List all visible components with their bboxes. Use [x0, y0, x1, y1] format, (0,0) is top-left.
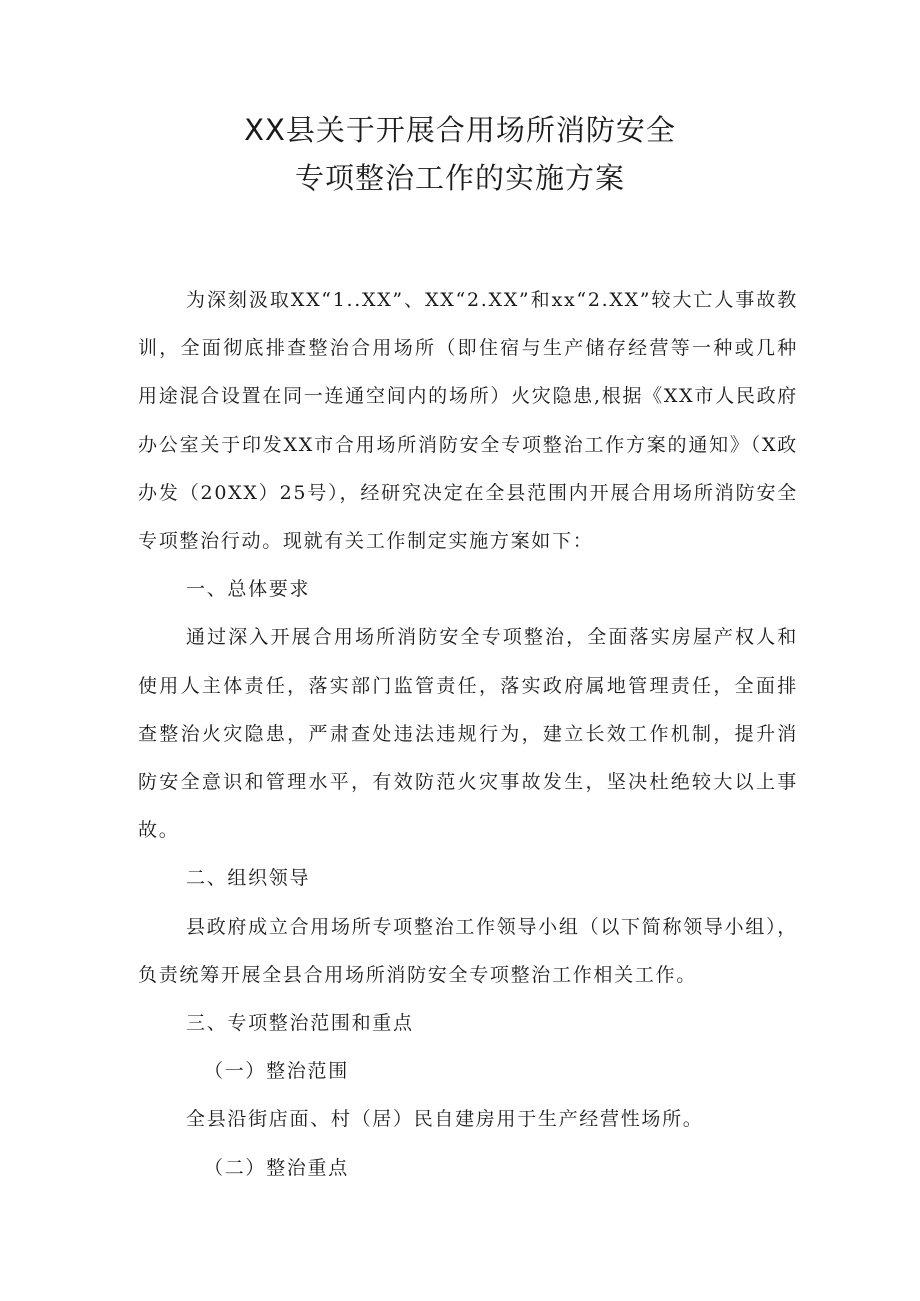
- general-requirements-paragraph: 通过深入开展合用场所消防安全专项整治，全面落实房屋产权人和使用人主体责任，落实部门监管责任，落实政府属地管理责任，全面排查整治火灾隐患，严肃查处违法违规行为，建立长效工作机制，提升消防安全意识和管理水平，有效防范火灾事故发生，坚决杜绝较大以上事故。: [138, 626, 798, 842]
- section-heading-scope-and-focus: 三、专项整治范围和重点: [186, 1012, 414, 1035]
- subsection-heading-scope: （一）整治范围: [204, 1060, 349, 1083]
- organization-paragraph: 县政府成立合用场所专项整治工作领导小组（以下简称领导小组），负责统筹开展全县合用场所消防安全专项整治工作相关工作。: [138, 915, 798, 986]
- subsection-heading-focus: （二）整治重点: [204, 1156, 349, 1179]
- intro-paragraph: 为深刻汲取XX“1..XX”、XX“2.XX”和xx“2.XX”较大亡人事故教训，全面彻底排查整治合用场所（即住宿与生产储存经营等一种或几种用途混合设置在同一连通空间内的场所）火灾隐患,根据《XX市人民政府办公室关于印发XX市合用场所消防安全专项整治工作方案的通知》（X政办发（20XX）25号），经研究决定在全县范围内开展合用场所消防安全专项整治行动。现就有关工作制定实施方案如下：: [138, 289, 798, 553]
- document-title-line-1: XX县关于开展合用场所消防安全: [244, 113, 676, 147]
- section-heading-general-requirements: 一、总体要求: [186, 578, 311, 601]
- document-title-line-2: 专项整治工作的实施方案: [294, 161, 625, 195]
- section-heading-organization: 二、组织领导: [186, 867, 311, 890]
- document-body: [138, 276, 798, 1192]
- scope-paragraph: 全县沿街店面、村（居）民自建房用于生产经营性场所。: [186, 1108, 704, 1131]
